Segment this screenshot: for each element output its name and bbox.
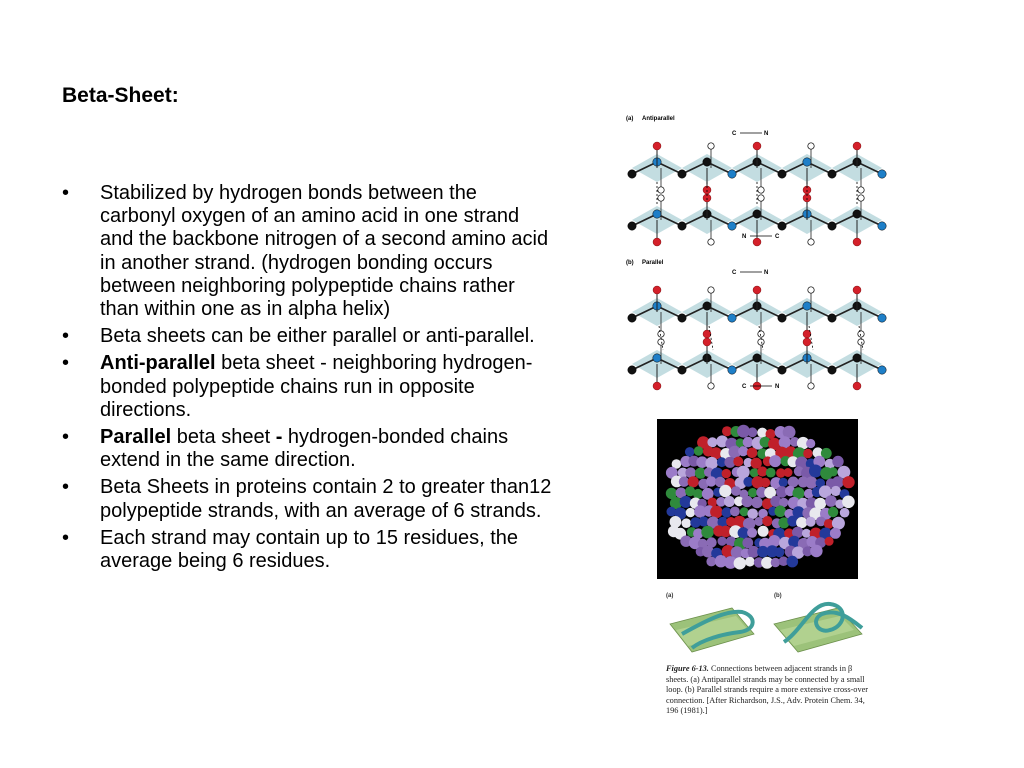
space-fill-atom bbox=[831, 486, 841, 496]
panel-a-label: (a) bbox=[626, 116, 634, 122]
space-fill-atom bbox=[686, 508, 695, 517]
bullet-text: Beta sheets can be either parallel or anti-parallel. bbox=[100, 325, 535, 348]
carbon-atom bbox=[778, 366, 786, 374]
bullet-list bbox=[62, 182, 552, 577]
hydrogen-atom bbox=[708, 287, 714, 293]
space-fill-atom bbox=[701, 526, 714, 539]
space-fill-atom bbox=[710, 506, 723, 519]
oxygen-atom bbox=[653, 382, 661, 390]
hydrogen-atom bbox=[858, 195, 864, 201]
nitrogen-atom bbox=[728, 170, 736, 178]
slide-title: Beta-Sheet: bbox=[62, 84, 179, 107]
nitrogen-atom bbox=[728, 222, 736, 230]
carbon-atom bbox=[628, 366, 636, 374]
oxygen-atom bbox=[653, 286, 661, 294]
carbon-atom bbox=[828, 366, 836, 374]
bullet-marker: • bbox=[62, 325, 70, 348]
oxygen-atom bbox=[853, 238, 861, 246]
carbon-atom bbox=[853, 210, 861, 218]
carbon-atom bbox=[778, 170, 786, 178]
hydrogen-atom bbox=[808, 143, 814, 149]
hydrogen-atom bbox=[708, 239, 714, 245]
space-fill-atom bbox=[775, 506, 787, 518]
panel-b-label: (b) bbox=[626, 260, 634, 266]
space-fill-atom bbox=[706, 476, 716, 486]
space-fill-atom bbox=[754, 517, 763, 526]
space-fill-atom bbox=[796, 517, 807, 528]
hydrogen-atom bbox=[658, 187, 664, 193]
bullet-item bbox=[62, 182, 552, 321]
carbon-atom bbox=[828, 314, 836, 322]
space-fill-atom bbox=[828, 507, 838, 517]
space-fill-atom bbox=[722, 469, 731, 478]
nitrogen-atom bbox=[728, 314, 736, 322]
c-terminus-label: C bbox=[775, 234, 780, 240]
space-fill-atom bbox=[760, 478, 770, 488]
parallel-sheet bbox=[628, 286, 886, 390]
antiparallel-direction-arrow-top bbox=[732, 131, 768, 137]
carbon-atom bbox=[678, 170, 686, 178]
caption-figure-number: Figure 6-13. bbox=[666, 664, 709, 673]
nitrogen-atom bbox=[803, 302, 811, 310]
space-fill-atom bbox=[829, 467, 838, 476]
space-filling-atoms bbox=[666, 425, 855, 570]
space-fill-atom bbox=[788, 477, 799, 488]
nitrogen-atom bbox=[653, 354, 661, 362]
nitrogen-atom bbox=[653, 210, 661, 218]
figure-caption bbox=[666, 664, 876, 717]
bullet-bold-term: Anti-parallel bbox=[100, 352, 216, 375]
space-fill-atom bbox=[768, 535, 780, 547]
bullet-marker: • bbox=[62, 476, 70, 499]
space-fill-atom bbox=[688, 476, 699, 487]
space-fill-atom bbox=[832, 517, 845, 530]
carbon-atom bbox=[678, 314, 686, 322]
bullet-text: Each strand may contain up to 15 residues, the average being 6 residues. bbox=[100, 526, 519, 573]
space-fill-atom bbox=[825, 537, 834, 546]
carbon-atom bbox=[778, 222, 786, 230]
bullet-item bbox=[62, 426, 552, 472]
space-fill-atom bbox=[825, 495, 837, 507]
space-fill-atom bbox=[747, 509, 758, 520]
space-fill-atom bbox=[805, 477, 817, 489]
oxygen-atom bbox=[753, 142, 761, 150]
nitrogen-atom bbox=[878, 314, 886, 322]
space-fill-atom bbox=[762, 516, 772, 526]
hydrogen-atom bbox=[858, 331, 864, 337]
c-terminus-label: C bbox=[742, 384, 747, 390]
oxygen-atom bbox=[653, 142, 661, 150]
space-fill-atom bbox=[766, 468, 776, 478]
carbon-atom bbox=[678, 222, 686, 230]
carbon-atom bbox=[703, 302, 711, 310]
space-fill-atom bbox=[724, 496, 735, 507]
oxygen-atom bbox=[853, 142, 861, 150]
space-fill-atom bbox=[751, 497, 762, 508]
space-fill-atom bbox=[843, 476, 855, 488]
space-fill-atom bbox=[734, 557, 746, 569]
space-fill-atom bbox=[806, 439, 815, 448]
carbon-atom bbox=[753, 354, 761, 362]
space-fill-atom bbox=[787, 556, 799, 568]
bullet-marker: • bbox=[62, 352, 70, 375]
strand-connection-figure bbox=[662, 590, 872, 660]
ribbon-panel-b-label: (b) bbox=[774, 593, 782, 599]
carbon-atom bbox=[703, 158, 711, 166]
space-fill-atom bbox=[730, 507, 740, 517]
oxygen-atom bbox=[853, 286, 861, 294]
hydrogen-atom bbox=[708, 383, 714, 389]
hydrogen-atom bbox=[758, 331, 764, 337]
oxygen-atom bbox=[753, 286, 761, 294]
bullet-item bbox=[62, 527, 552, 573]
bullet-text: Beta Sheets in proteins contain 2 to greater than12 polypeptide strands, with an average of 6 strands. bbox=[100, 476, 552, 522]
hydrogen-bond bbox=[709, 326, 713, 350]
space-fill-atom bbox=[802, 529, 811, 538]
space-fill-atom bbox=[680, 496, 692, 508]
space-fill-atom bbox=[693, 489, 703, 499]
space-fill-atom bbox=[774, 547, 784, 557]
space-fill-atom bbox=[733, 457, 743, 467]
c-terminus-label: C bbox=[732, 270, 737, 276]
space-fill-atom bbox=[718, 537, 727, 546]
carbon-atom bbox=[628, 170, 636, 178]
caption-text: Connections between adjacent strands in β sheets. (a) Antiparallel strands may be connected by a small loop. (b) Parallel strands require a more extensive cross-over connection. [After Richardson, J.S., Adv. Protein Chem. 34, 196 (1981).] bbox=[666, 664, 869, 716]
hydrogen-bond bbox=[809, 326, 813, 350]
nitrogen-atom bbox=[878, 222, 886, 230]
space-filling-model-image bbox=[657, 419, 858, 579]
space-fill-atom bbox=[682, 518, 692, 528]
space-fill-atom bbox=[748, 488, 757, 497]
bullet-text-continued: hydrogen-bonded chains extend in the same direction. bbox=[100, 426, 509, 472]
bullet-bold-term: Parallel bbox=[100, 426, 172, 449]
nitrogen-atom bbox=[728, 366, 736, 374]
space-fill-atom bbox=[747, 448, 758, 459]
hydrogen-atom bbox=[708, 143, 714, 149]
nitrogen-atom bbox=[878, 366, 886, 374]
parallel-ribbon bbox=[774, 604, 862, 652]
bullet-marker: • bbox=[62, 426, 70, 449]
space-fill-atom bbox=[803, 449, 812, 458]
hydrogen-atom bbox=[758, 195, 764, 201]
c-terminus-label: C bbox=[732, 131, 737, 137]
space-fill-atom bbox=[722, 426, 732, 436]
carbon-atom bbox=[753, 210, 761, 218]
bullet-item bbox=[62, 476, 552, 522]
space-fill-atom bbox=[809, 465, 822, 478]
carbon-atom bbox=[853, 354, 861, 362]
space-fill-atom bbox=[779, 478, 788, 487]
space-fill-atom bbox=[830, 528, 841, 539]
carbon-atom bbox=[628, 222, 636, 230]
oxygen-atom bbox=[653, 238, 661, 246]
hydrogen-atom bbox=[658, 331, 664, 337]
carbon-atom bbox=[778, 314, 786, 322]
carbon-atom bbox=[678, 366, 686, 374]
antiparallel-ribbon bbox=[670, 608, 754, 652]
bullet-bold-dash: - bbox=[275, 426, 283, 449]
beta-sheet-structure-figure bbox=[622, 112, 892, 398]
parallel-direction-arrow-top bbox=[732, 270, 768, 276]
space-fill-atom bbox=[743, 437, 754, 448]
n-terminus-label: N bbox=[742, 234, 747, 240]
ribbon-panel-a-label: (a) bbox=[666, 593, 674, 599]
nitrogen-atom bbox=[878, 170, 886, 178]
hydrogen-atom bbox=[808, 287, 814, 293]
nitrogen-atom bbox=[803, 158, 811, 166]
oxygen-atom bbox=[803, 338, 811, 346]
space-fill-atom bbox=[719, 485, 731, 497]
space-fill-atom bbox=[840, 508, 850, 518]
space-fill-atom bbox=[737, 466, 750, 479]
hydrogen-atom bbox=[808, 239, 814, 245]
space-fill-atom bbox=[685, 447, 695, 457]
antiparallel-direction-arrow-bottom bbox=[742, 234, 780, 240]
n-terminus-label: N bbox=[764, 131, 769, 137]
hydrogen-atom bbox=[808, 383, 814, 389]
bullet-text: beta sheet - neighboring hydrogen-bonded polypeptide chains run in opposite directions. bbox=[100, 352, 533, 421]
hydrogen-atom bbox=[758, 187, 764, 193]
space-fill-atom bbox=[832, 456, 843, 467]
space-fill-atom bbox=[771, 558, 780, 567]
space-fill-atom bbox=[742, 496, 753, 507]
antiparallel-sheet bbox=[628, 142, 886, 246]
space-fill-atom bbox=[707, 437, 717, 447]
oxygen-atom bbox=[703, 338, 711, 346]
bullet-item bbox=[62, 325, 552, 348]
bullet-marker: • bbox=[62, 526, 70, 549]
space-fill-atom bbox=[738, 446, 748, 456]
space-fill-atom bbox=[745, 557, 755, 567]
bullet-marker: • bbox=[62, 182, 70, 204]
space-fill-atom bbox=[784, 468, 793, 477]
bullet-item bbox=[62, 352, 552, 422]
n-terminus-label: N bbox=[775, 384, 780, 390]
hydrogen-atom bbox=[658, 195, 664, 201]
space-fill-atom bbox=[740, 507, 749, 516]
panel-b-title: Parallel bbox=[642, 260, 664, 266]
space-fill-atom bbox=[694, 446, 703, 455]
space-fill-atom bbox=[806, 517, 816, 527]
hydrogen-atom bbox=[858, 187, 864, 193]
bullet-text: beta sheet bbox=[171, 426, 276, 449]
oxygen-atom bbox=[753, 238, 761, 246]
panel-a-title: Antiparallel bbox=[642, 116, 675, 122]
space-fill-atom bbox=[769, 455, 781, 467]
space-fill-atom bbox=[842, 496, 855, 509]
space-fill-atom bbox=[810, 545, 822, 557]
carbon-atom bbox=[828, 222, 836, 230]
space-fill-atom bbox=[747, 528, 757, 538]
carbon-atom bbox=[828, 170, 836, 178]
n-terminus-label: N bbox=[764, 270, 769, 276]
carbon-atom bbox=[628, 314, 636, 322]
space-fill-atom bbox=[758, 526, 769, 537]
space-fill-atom bbox=[748, 427, 758, 437]
bullet-text: Stabilized by hydrogen bonds between the carbonyl oxygen of an amino acid in one strand and the backbone nitrogen of a second amino acid in another strand. (hydrogen bonding occurs between neighboring polypeptide chains rather than within one as in alpha helix) bbox=[100, 182, 549, 321]
oxygen-atom bbox=[853, 382, 861, 390]
